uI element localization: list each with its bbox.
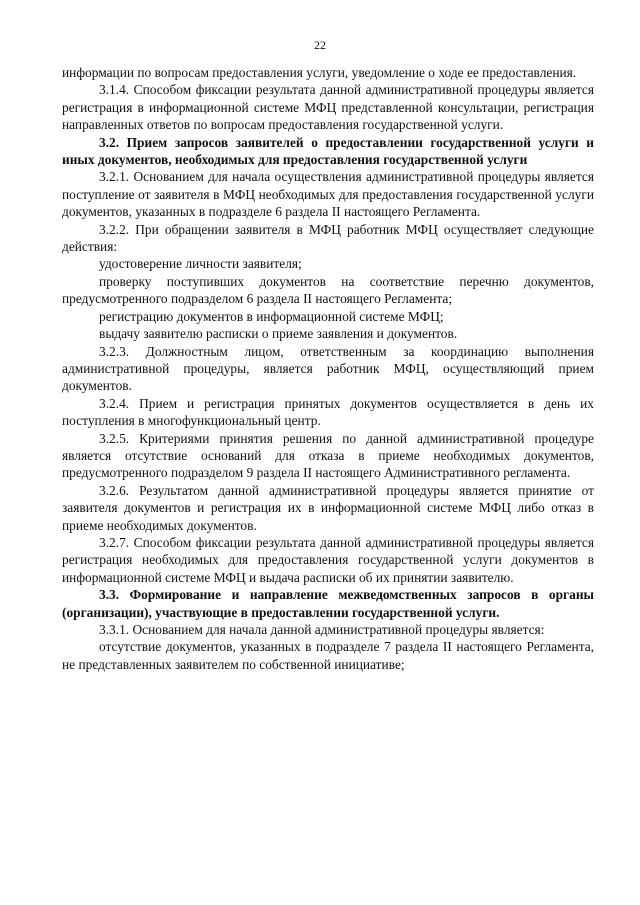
section-heading-3-3: 3.3. Формирование и направление межведомственных запросов в органы (организации), участвующие в предоставлении государственной услуги. [62, 587, 594, 620]
list-item: отсутствие документов, указанных в подразделе 7 раздела II настоящего Регламента, не представленных заявителем по собственной инициативе; [62, 639, 594, 672]
paragraph-3-3-1: 3.3.1. Основанием для начала данной административной процедуры является: [99, 622, 545, 637]
paragraph-3-1-4: 3.1.4. Способом фиксации результата данной административной процедуры является регистрация в информационной системе МФЦ представленной консультации, регистрация направленных ответов по вопросам предоставления государственной услуги. [62, 82, 594, 133]
paragraph-3-2-6: 3.2.6. Результатом данной административной процедуры является принятие от заявителя документов и регистрация их в информационной системе МФЦ либо отказ в приеме необходимых документов. [62, 482, 594, 533]
paragraph-3-2-5: 3.2.5. Критериями принятия решения по данной административной процедуре является отсутствие оснований для отказа в приеме необходимых документов, предусмотренного подразделом 9 раздела II настоящего Административного регламента. [62, 430, 594, 481]
list-item: проверку поступивших документов на соответствие перечню документов, предусмотренного подразделом 6 раздела II настоящего Регламента; [62, 273, 594, 307]
list-item: выдачу заявителю расписки о приеме заявления и документов. [99, 326, 458, 342]
paragraph-3-2-3: 3.2.3. Должностным лицом, ответственным за координацию выполнения административной процедуры, является работник МФЦ, осуществляющий прием документов. [62, 343, 594, 394]
section-heading-3-2: 3.2. Прием запросов заявителей о предоставлении государственной услуги и иных документов, необходимых для предоставления государственной услуги [62, 134, 594, 168]
paragraph-3-2-2: 3.2.2. При обращении заявителя в МФЦ работник МФЦ осуществляет следующие действия: [62, 221, 594, 255]
list-item: регистрацию документов в информационной системе МФЦ; [99, 308, 444, 324]
paragraph-3-2-4: 3.2.4. Прием и регистрация принятых документов осуществляется в день их поступления в многофункциональный центр. [62, 395, 594, 429]
paragraph-3-2-1: 3.2.1. Основанием для начала осуществления административной процедуры является поступление от заявителя в МФЦ необходимых для предоставления государственной услуги документов, указанных в подразделе 6 раздела II настоящего Регламента. [62, 169, 594, 220]
page-number: 22 [314, 38, 326, 52]
paragraph-continuation: информации по вопросам предоставления услуги, уведомление о ходе ее предоставления. [62, 65, 577, 80]
document-body [62, 64, 594, 673]
paragraph-3-2-7: 3.2.7. Способом фиксации результата данной административной процедуры является регистрация необходимых для предоставления государственной услуги документов в информационной системе МФЦ и выдача расписки об их принятии заявителю. [62, 534, 594, 585]
list-item: удостоверение личности заявителя; [99, 256, 302, 272]
